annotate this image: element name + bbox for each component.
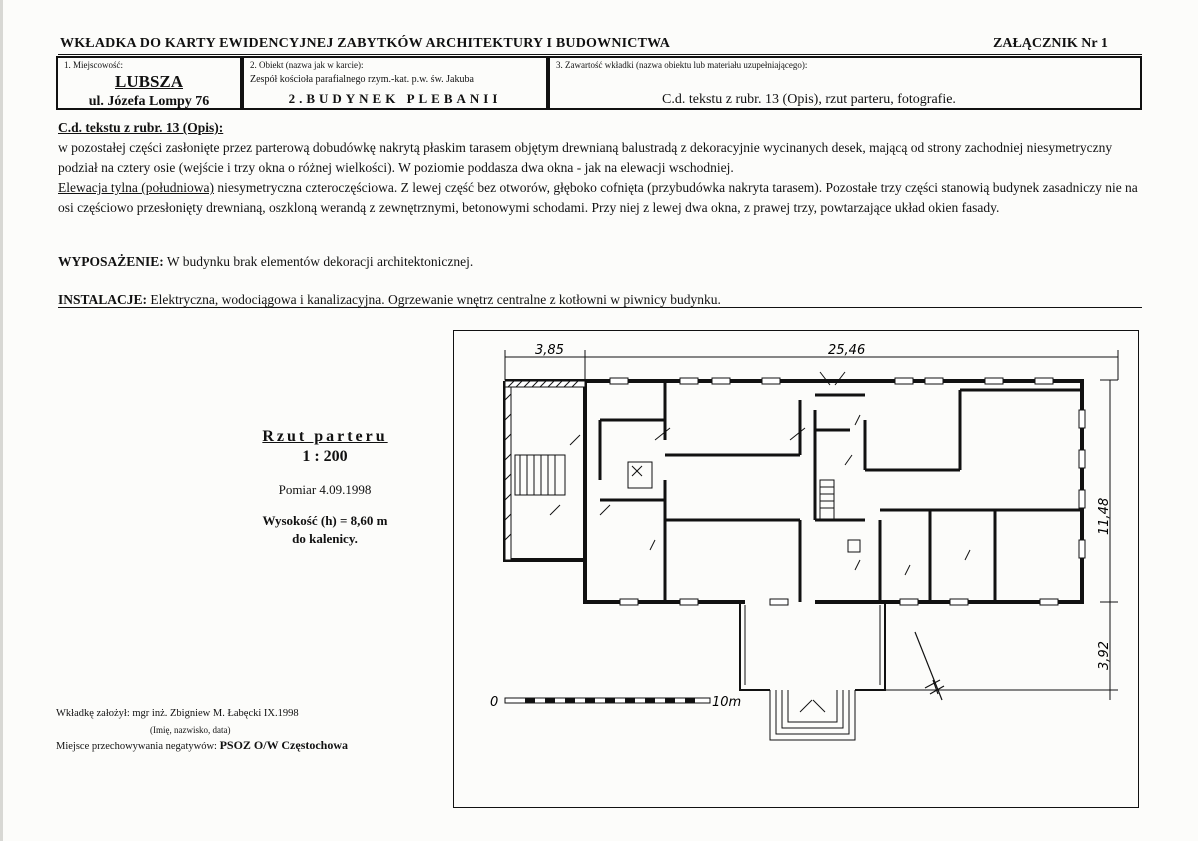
field-contents-label: 3. Zawartość wkładki (nazwa obiektu lub materiału uzupełniającego): <box>556 60 808 70</box>
field-object-label: 2. Obiekt (nazwa jak w karcie): <box>250 60 364 70</box>
dim-top-label: 25,46 <box>827 342 865 358</box>
page-edge <box>0 0 3 841</box>
legend-title: Rzut parteru <box>262 428 388 445</box>
plan-legend <box>215 428 435 548</box>
scale-start-label: 0 <box>489 694 498 710</box>
section-heading: C.d. tekstu z rubr. 13 (Opis): <box>58 120 224 135</box>
author-name: mgr inż. Zbigniew M. Łabęcki IX.1998 <box>132 708 299 719</box>
main-stairs <box>820 480 834 520</box>
floor-plan-frame <box>453 330 1139 808</box>
contents-value: C.d. tekstu z rubr. 13 (Opis), rzut parteru, fotografie. <box>662 92 956 107</box>
legend-scale: 1 : 200 <box>302 448 348 465</box>
field-object <box>242 56 548 110</box>
scale-bar <box>505 698 710 703</box>
installations-text: Elektryczna, wodociągowa i kanalizacyjna. Ogrzewanie wnętrz centralne z kotłowni w piwnicy budynku. <box>147 292 721 307</box>
annex-stairs <box>515 455 565 495</box>
dim-left-label: 3,85 <box>534 342 564 358</box>
document-title: WKŁADKA DO KARTY EWIDENCYJNEJ ZABYTKÓW ARCHITEKTURY I BUDOWNICTWA <box>60 36 671 51</box>
town-name: LUBSZA <box>114 72 184 91</box>
field-location <box>56 56 242 110</box>
measurement-date: Pomiar 4.09.1998 <box>278 482 372 497</box>
annex-number: ZAŁĄCZNIK Nr 1 <box>993 36 1108 51</box>
paragraph-2-text: niesymetryczna czteroczęściowa. Z lewej część bez otworów, głęboko cofnięta (przybudówka nakryta tarasem). Pozostałe trzy części stanowią budynek zasadniczy nie na osi częściowo przesłonięty drewnianą, oszkloną werandą z zewnętrznymi, betonowymi schodami. Przy niej z lewej dwa okna, z prawej trzy, powtarzające układ okien fasady. <box>58 180 1138 215</box>
installations-label: INSTALACJE: <box>58 292 148 307</box>
author-note: (Imię, nazwisko, data) <box>150 725 231 735</box>
field-contents <box>548 56 1142 110</box>
height-line-2: do kalenicy. <box>292 531 358 546</box>
author-label: Wkładkę założył: <box>56 708 130 719</box>
field-location-label: 1. Miejscowość: <box>64 60 123 70</box>
dim-veranda-label: 3,92 <box>1096 640 1112 670</box>
wc-fixture <box>848 540 860 552</box>
scale-end-label: 10m <box>711 694 741 710</box>
paragraph-2 <box>58 178 1148 218</box>
street-address: ul. Józefa Lompy 76 <box>88 94 210 109</box>
equipment-label: WYPOSAŻENIE: <box>58 254 164 269</box>
paragraph-1: w pozostałej części zasłonięte przez parterową dobudówkę nakrytą płaskim tarasem objętym drewnianą balustradą z dekoracyjnie wycinanych desek, mającą od strony zachodniej niesymetryczny podział na cztery osie (wejście i trzy okna o różnej wielkości). W poziomie poddasza dwa okna - jak na elewacji wschodniej. <box>58 140 1113 175</box>
equipment-line <box>58 252 1148 272</box>
building-height <box>215 512 435 548</box>
author-line <box>56 708 299 719</box>
elevation-label: Elewacja tylna (południowa) <box>58 180 214 195</box>
storage-line <box>56 738 348 753</box>
floor-plan-drawing <box>453 330 1139 808</box>
installations-rule <box>58 307 1142 308</box>
object-name: 2.BUDYNEK PLEBANII <box>288 91 502 106</box>
dim-right-label: 11,48 <box>1096 497 1112 535</box>
object-complex: Zespół kościoła parafialnego rzym.-kat. p.w. św. Jakuba <box>250 74 474 85</box>
header-rule <box>58 54 1142 55</box>
equipment-text: W budynku brak elementów dekoracji architektonicznej. <box>163 254 474 269</box>
storage-label: Miejsce przechowywania negatywów: <box>56 741 217 752</box>
veranda-steps <box>770 690 855 740</box>
height-line-1: Wysokość (h) = 8,60 m <box>262 513 388 528</box>
description-block <box>58 118 1148 218</box>
kitchen-stove <box>628 462 652 488</box>
installations-line <box>58 292 1142 308</box>
storage-place: PSOZ O/W Częstochowa <box>219 738 349 752</box>
